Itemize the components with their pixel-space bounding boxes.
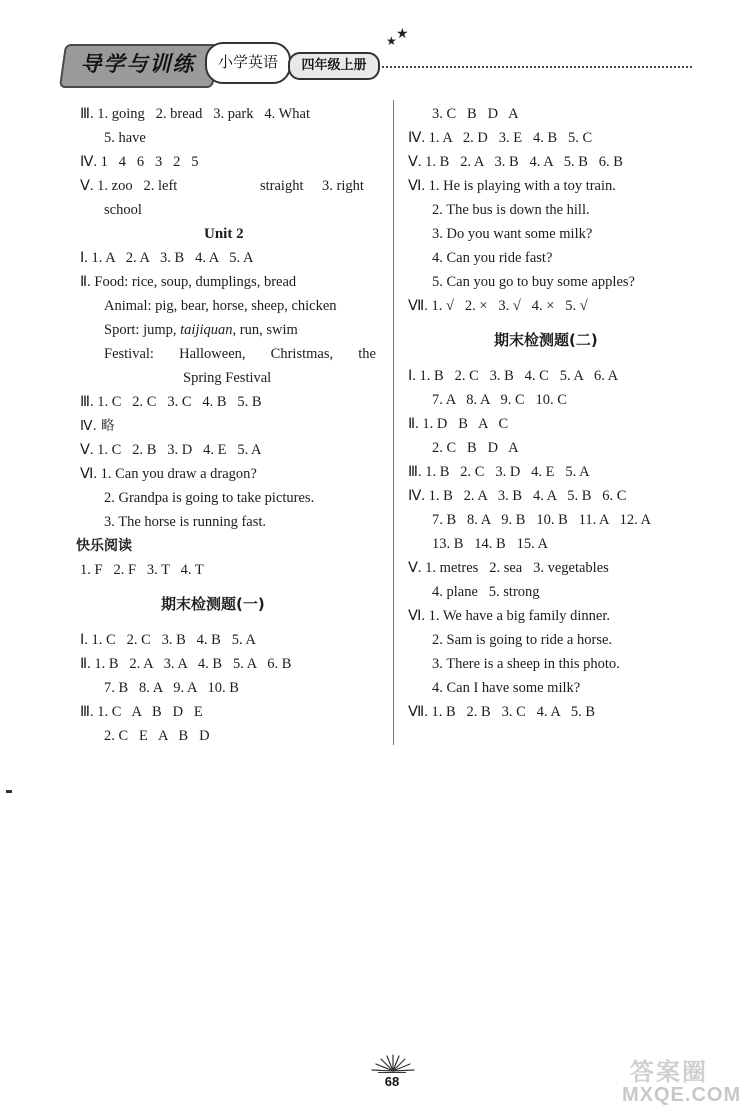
answer-line: 3. The horse is running fast. [104, 514, 267, 530]
column-divider [393, 100, 394, 745]
answer-line: 4. Can I have some milk? [432, 680, 581, 696]
answer-line: Ⅳ. 1. A 2. D 3. E 4. B 5. C [408, 130, 593, 146]
answer-line: Ⅲ. 1. C A B D E [80, 704, 203, 720]
answer-line: 2. Grandpa is going to take pictures. [104, 490, 315, 506]
page-number: 68 [384, 1074, 400, 1089]
answer-line: Ⅰ. 1. B 2. C 3. B 4. C 5. A 6. A [408, 368, 619, 384]
answer-line: 7. B 8. A 9. B 10. B 11. A 12. A [432, 512, 652, 528]
answer-line: Ⅵ. 1. Can you draw a dragon? [80, 466, 257, 482]
answer-line: 3. There is a sheep in this photo. [432, 656, 620, 672]
subject-title: 小学英语 [217, 53, 278, 71]
grade-badge: 四年级上册 [288, 52, 380, 80]
answer-line: Ⅲ. 1. B 2. C 3. D 4. E 5. A [408, 464, 590, 480]
page-number-rule [378, 1072, 406, 1073]
answer-line: Ⅰ. 1. C 2. C 3. B 4. B 5. A [80, 632, 256, 648]
answer-line: 4. Can you ride fast? [432, 250, 553, 266]
section-heading: 快乐阅读 [76, 538, 132, 554]
answer-line: 2. C E A B D [104, 728, 210, 744]
answer-line: 7. B 8. A 9. A 10. B [104, 680, 239, 696]
star-icon: ★ [396, 26, 409, 42]
answer-line: 2. Sam is going to ride a horse. [432, 632, 613, 648]
section-heading: 期末检测题(二) [494, 331, 598, 349]
answer-line: 2. C B D A [432, 440, 519, 456]
answer-line: Ⅳ. 1 4 6 3 2 5 [80, 154, 199, 170]
section-heading: Unit 2 [204, 226, 244, 242]
answer-line: Ⅶ. 1. B 2. B 3. C 4. A 5. B [408, 704, 596, 720]
answer-line: Ⅶ. 1. √ 2. × 3. √ 4. × 5. √ [408, 298, 588, 314]
answer-line: Ⅳ. 略 [80, 418, 115, 434]
answer-line: 3. Do you want some milk? [432, 226, 593, 242]
answer-line: Animal: pig, bear, horse, sheep, chicken [104, 298, 337, 314]
answer-line: 3. right [322, 178, 364, 194]
answer-line: 4. plane 5. strong [432, 584, 540, 600]
answer-line: Ⅵ. 1. We have a big family dinner. [408, 608, 611, 624]
answer-line: 7. A 8. A 9. C 10. C [432, 392, 567, 408]
answer-line: school [104, 202, 142, 218]
sunburst-icon [368, 1051, 418, 1073]
answer-line: Ⅲ. 1. going 2. bread 3. park 4. What [80, 106, 311, 122]
page-edge-mark [6, 790, 12, 793]
answer-line: Ⅰ. 1. A 2. A 3. B 4. A 5. A [80, 250, 254, 266]
answer-line: 5. have [104, 130, 146, 146]
answer-line: 2. The bus is down the hill. [432, 202, 590, 218]
answer-line: Ⅱ. 1. D B A C [408, 416, 509, 432]
answer-line: Ⅱ. Food: rice, soup, dumplings, bread [80, 274, 297, 290]
section-heading: 期末检测题(一) [161, 595, 265, 613]
answer-line: 3. C B D A [432, 106, 519, 122]
answer-line: 5. Can you go to buy some apples? [432, 274, 635, 290]
answer-line: Ⅲ. 1. C 2. C 3. C 4. B 5. B [80, 394, 262, 410]
answer-line: Ⅳ. 1. B 2. A 3. B 4. A 5. B 6. C [408, 488, 627, 504]
answer-line: Ⅴ. 1. C 2. B 3. D 4. E 5. A [80, 442, 262, 458]
answer-line: Spring Festival [183, 370, 272, 386]
answer-line: Ⅴ. 1. metres 2. sea 3. vegetables [408, 560, 609, 576]
answer-line: 1. F 2. F 3. T 4. T [80, 562, 204, 578]
answer-line: Sport: jump, taijiquan, run, swim [104, 322, 298, 338]
answer-line: Ⅴ. 1. B 2. A 3. B 4. A 5. B 6. B [408, 154, 623, 170]
answer-line: Ⅵ. 1. He is playing with a toy train. [408, 178, 616, 194]
header-dotted-rule [382, 66, 692, 68]
watermark-url: MXQE.COM [622, 1084, 742, 1106]
series-title: 导学与训练 [80, 52, 196, 76]
star-icon: ★ [386, 34, 397, 48]
answer-line: Ⅱ. 1. B 2. A 3. A 4. B 5. A 6. B [80, 656, 292, 672]
watermark-logo-text: 答案圈 [630, 1058, 708, 1086]
answer-line: Festival: Halloween, Christmas, the [104, 346, 376, 362]
answer-line: straight [260, 178, 304, 194]
answer-line: 13. B 14. B 15. A [432, 536, 549, 552]
answer-line: Ⅴ. 1. zoo 2. left [80, 178, 178, 194]
